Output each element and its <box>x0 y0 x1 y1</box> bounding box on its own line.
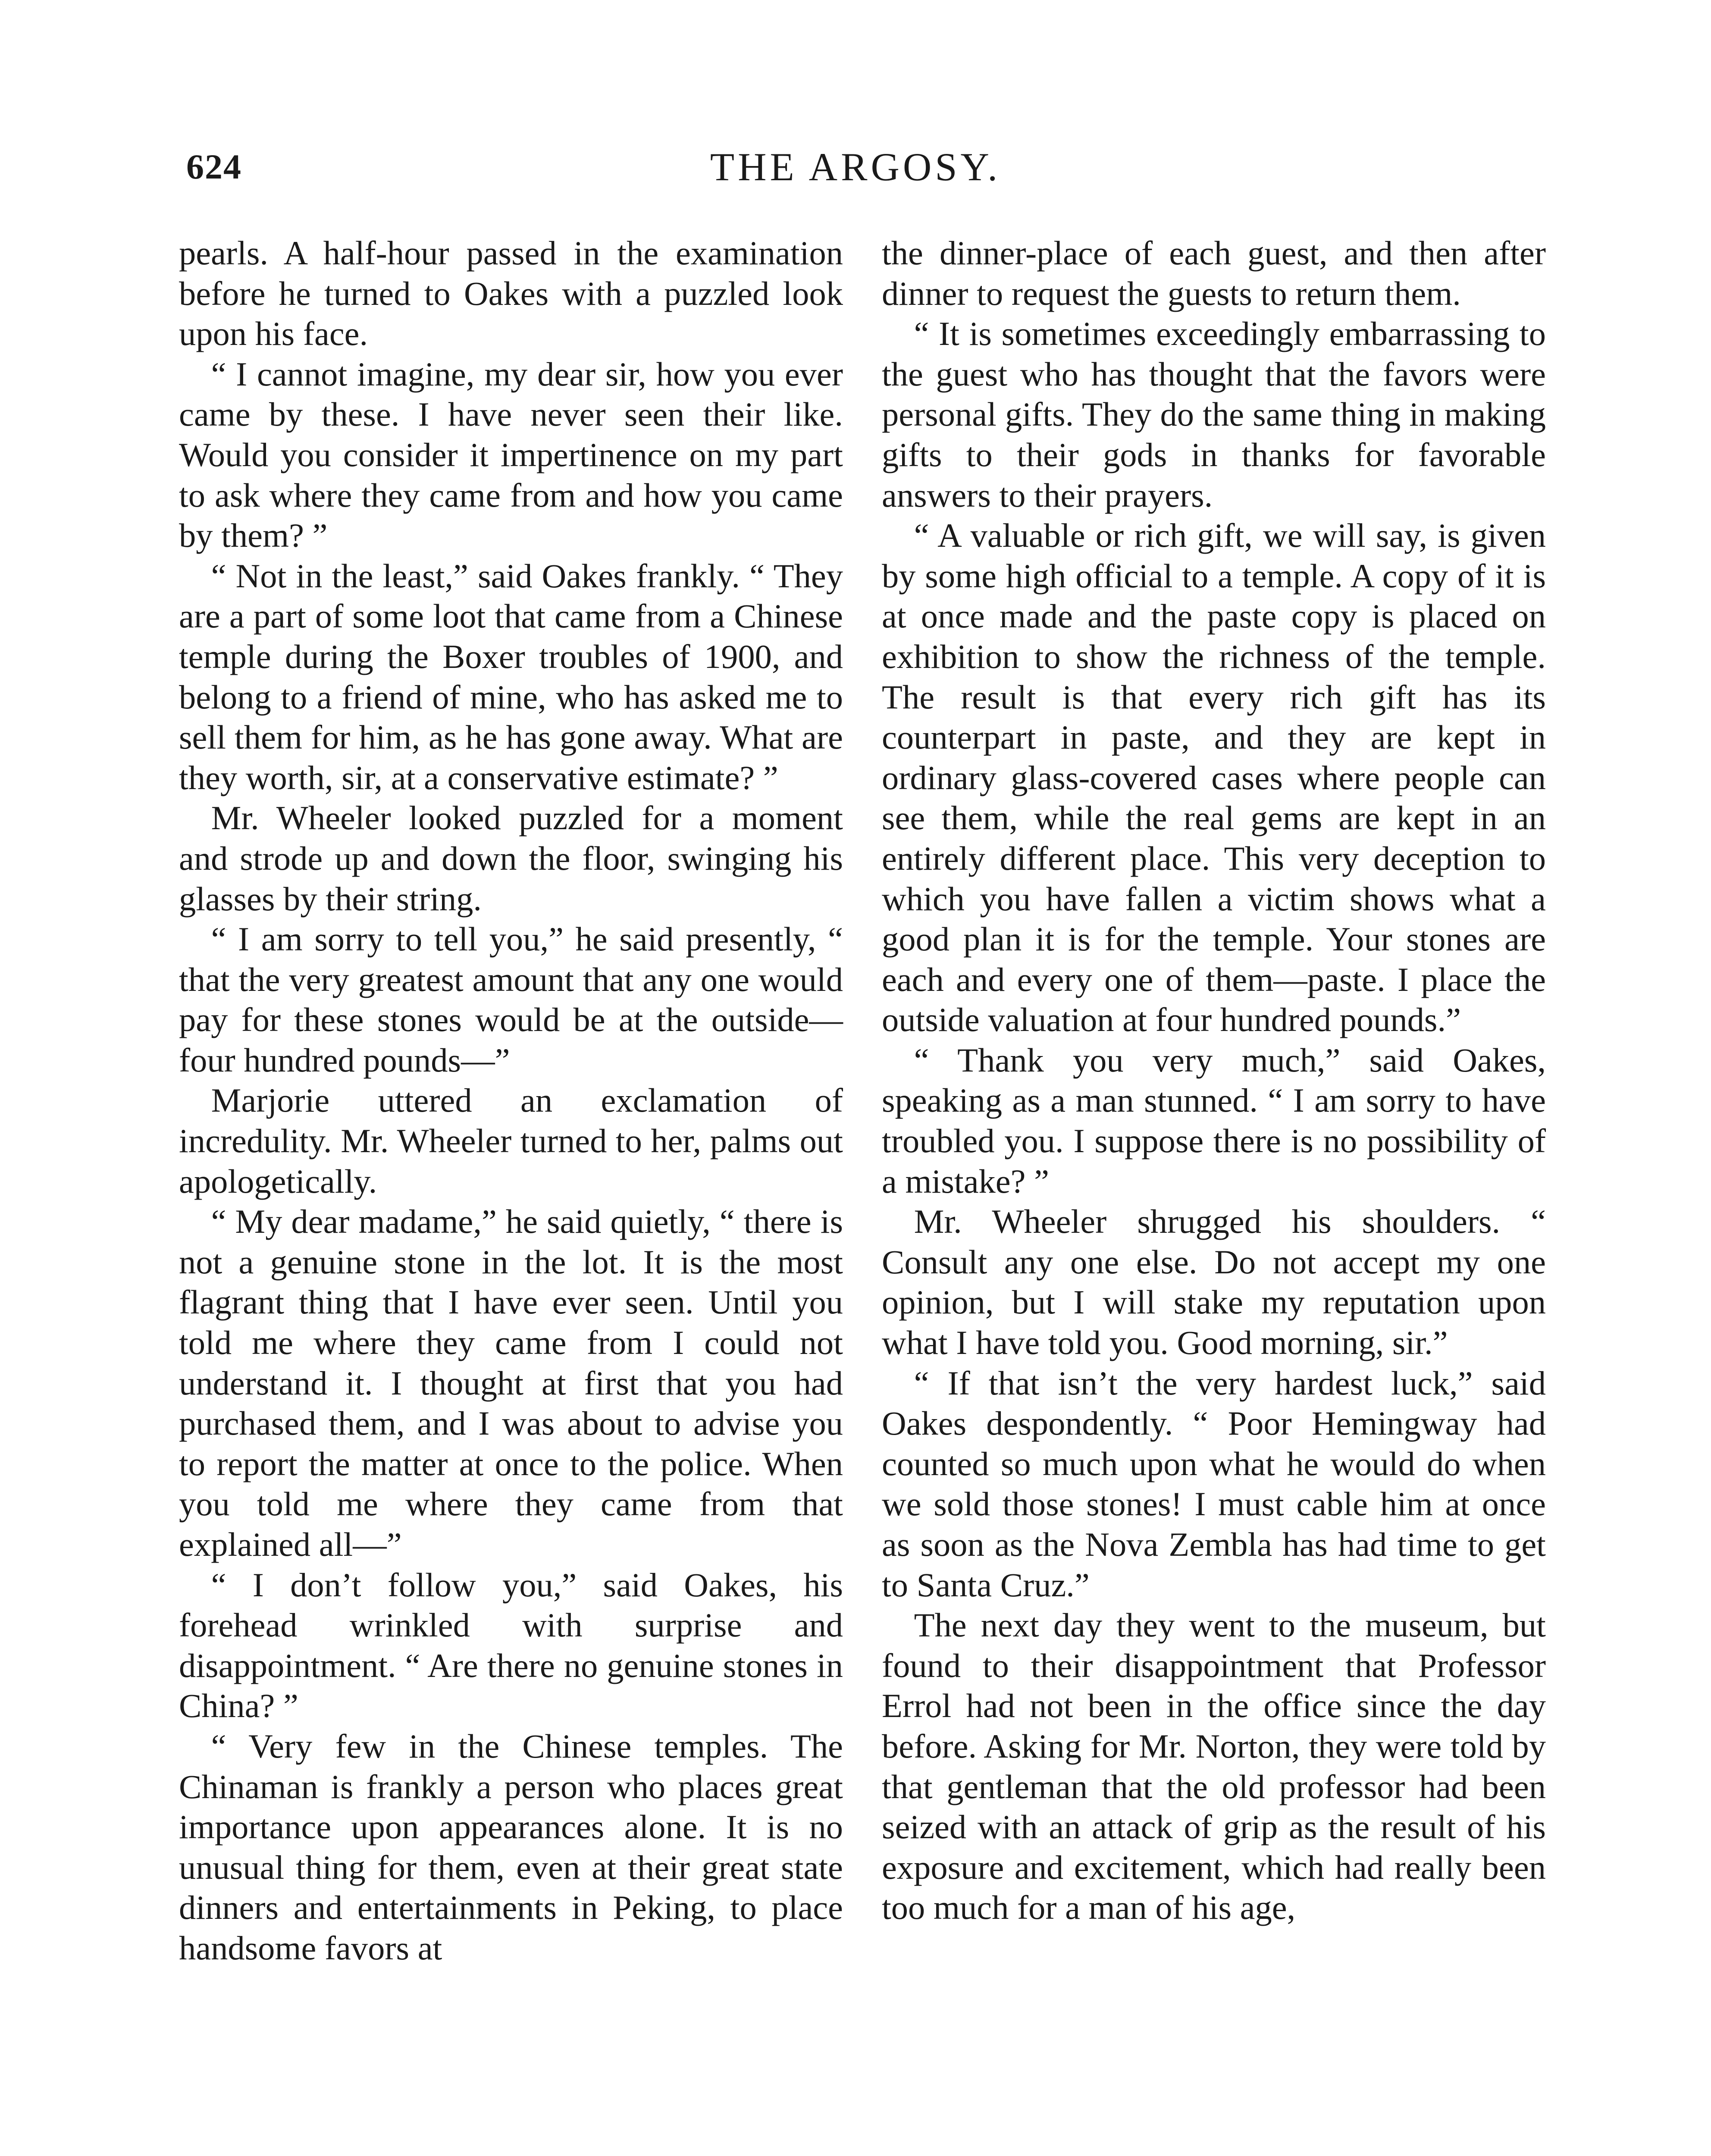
paragraph: pearls. A half-hour passed in the examination before he turned to Oakes with a puzzled look upon his face. <box>179 234 843 353</box>
running-title: THE ARGOSY. <box>710 145 1001 189</box>
paragraph: “ I cannot imagine, my dear sir, how you ever came by these. I have never seen their like. Would you consider it impertinence on my part to ask where they came from and how you came by them? ” <box>179 355 843 555</box>
paragraph: “ It is sometimes exceedingly embarrassing to the guest who has thought that the favors were personal gifts. They do the same thing in making gifts to their gods in thanks for favorable answers to their prayers. <box>882 315 1546 514</box>
paragraph: “ A valuable or rich gift, we will say, is given by some high official to a temple. A copy of it is at once made and the paste copy is placed on exhibition to show the richness of the temple. The result is that every rich gift has its counterpart in paste, and they are kept in ordinary glass-covered cases where people can see them, while the real gems are kept in an entirely different place. This very deception to which you have fallen a victim shows what a good plan it is for the temple. Your stones are each and every one of them—paste. I place the outside valuation at four hundred pounds.” <box>882 517 1546 1039</box>
paragraph: “ My dear madame,” he said quietly, “ there is not a genuine stone in the lot. It is the most flagrant thing that I have ever seen. Until you told me where they came from I could not understand it. I thought at first that you had purchased them, and I was about to advise you to report the matter at once to the police. When you told me where they came from that explained all—” <box>179 1203 843 1563</box>
paragraph: “ I am sorry to tell you,” he said presently, “ that the very greatest amount that any one would pay for these stones would be at the outside—four hundred pounds—” <box>179 920 843 1079</box>
page-number: 624 <box>186 147 242 186</box>
paragraph: Mr. Wheeler looked puzzled for a moment and strode up and down the floor, swinging his glasses by their string. <box>179 799 843 918</box>
paragraph: “ Very few in the Chinese temples. The Chinaman is frankly a person who places great importance upon appearances alone. It is no unusual thing for them, even at their great state dinners and entertainments in Peking, to place handsome favors at <box>179 1727 843 1967</box>
page-header <box>0 147 1711 198</box>
paragraph: “ If that isn’t the very hardest luck,” said Oakes despondently. “ Poor Hemingway had counted so much upon what he would do when we sold those stones! I must cable him at once as soon as the Nova Zembla has had time to get to Santa Cruz.” <box>882 1364 1546 1604</box>
paragraph: Mr. Wheeler shrugged his shoulders. “ Consult any one else. Do not accept my one opinion, but I will stake my reputation upon what I have told you. Good morning, sir.” <box>882 1203 1546 1362</box>
paragraph: The next day they went to the museum, but found to their disappointment that Professor Errol had not been in the office since the day before. Asking for Mr. Norton, they were told by that gentleman that the old professor had been seized with an attack of grip as the result of his exposure and excitement, which had really been too much for a man of his age, <box>882 1606 1546 1927</box>
paragraph: “ I don’t follow you,” said Oakes, his forehead wrinkled with surprise and disappointment. “ Are there no genuine stones in China? ” <box>179 1566 843 1725</box>
paragraph: “ Thank you very much,” said Oakes, speaking as a man stunned. “ I am sorry to have troubled you. I suppose there is no possibility of a mistake? ” <box>882 1041 1546 1200</box>
paragraph: the dinner-place of each guest, and then after dinner to request the guests to return them. <box>882 234 1546 312</box>
paragraph: “ Not in the least,” said Oakes frankly. “ They are a part of some loot that came from a Chinese temple during the Boxer troubles of 1900, and belong to a friend of mine, who has asked me to sell them for him, as he has gone away. What are they worth, sir, at a conservative estimate? ” <box>179 557 843 796</box>
right-column <box>882 233 1546 1928</box>
left-column <box>179 233 843 1968</box>
paragraph: Marjorie uttered an exclamation of incredulity. Mr. Wheeler turned to her, palms out apologetically. <box>179 1081 843 1200</box>
